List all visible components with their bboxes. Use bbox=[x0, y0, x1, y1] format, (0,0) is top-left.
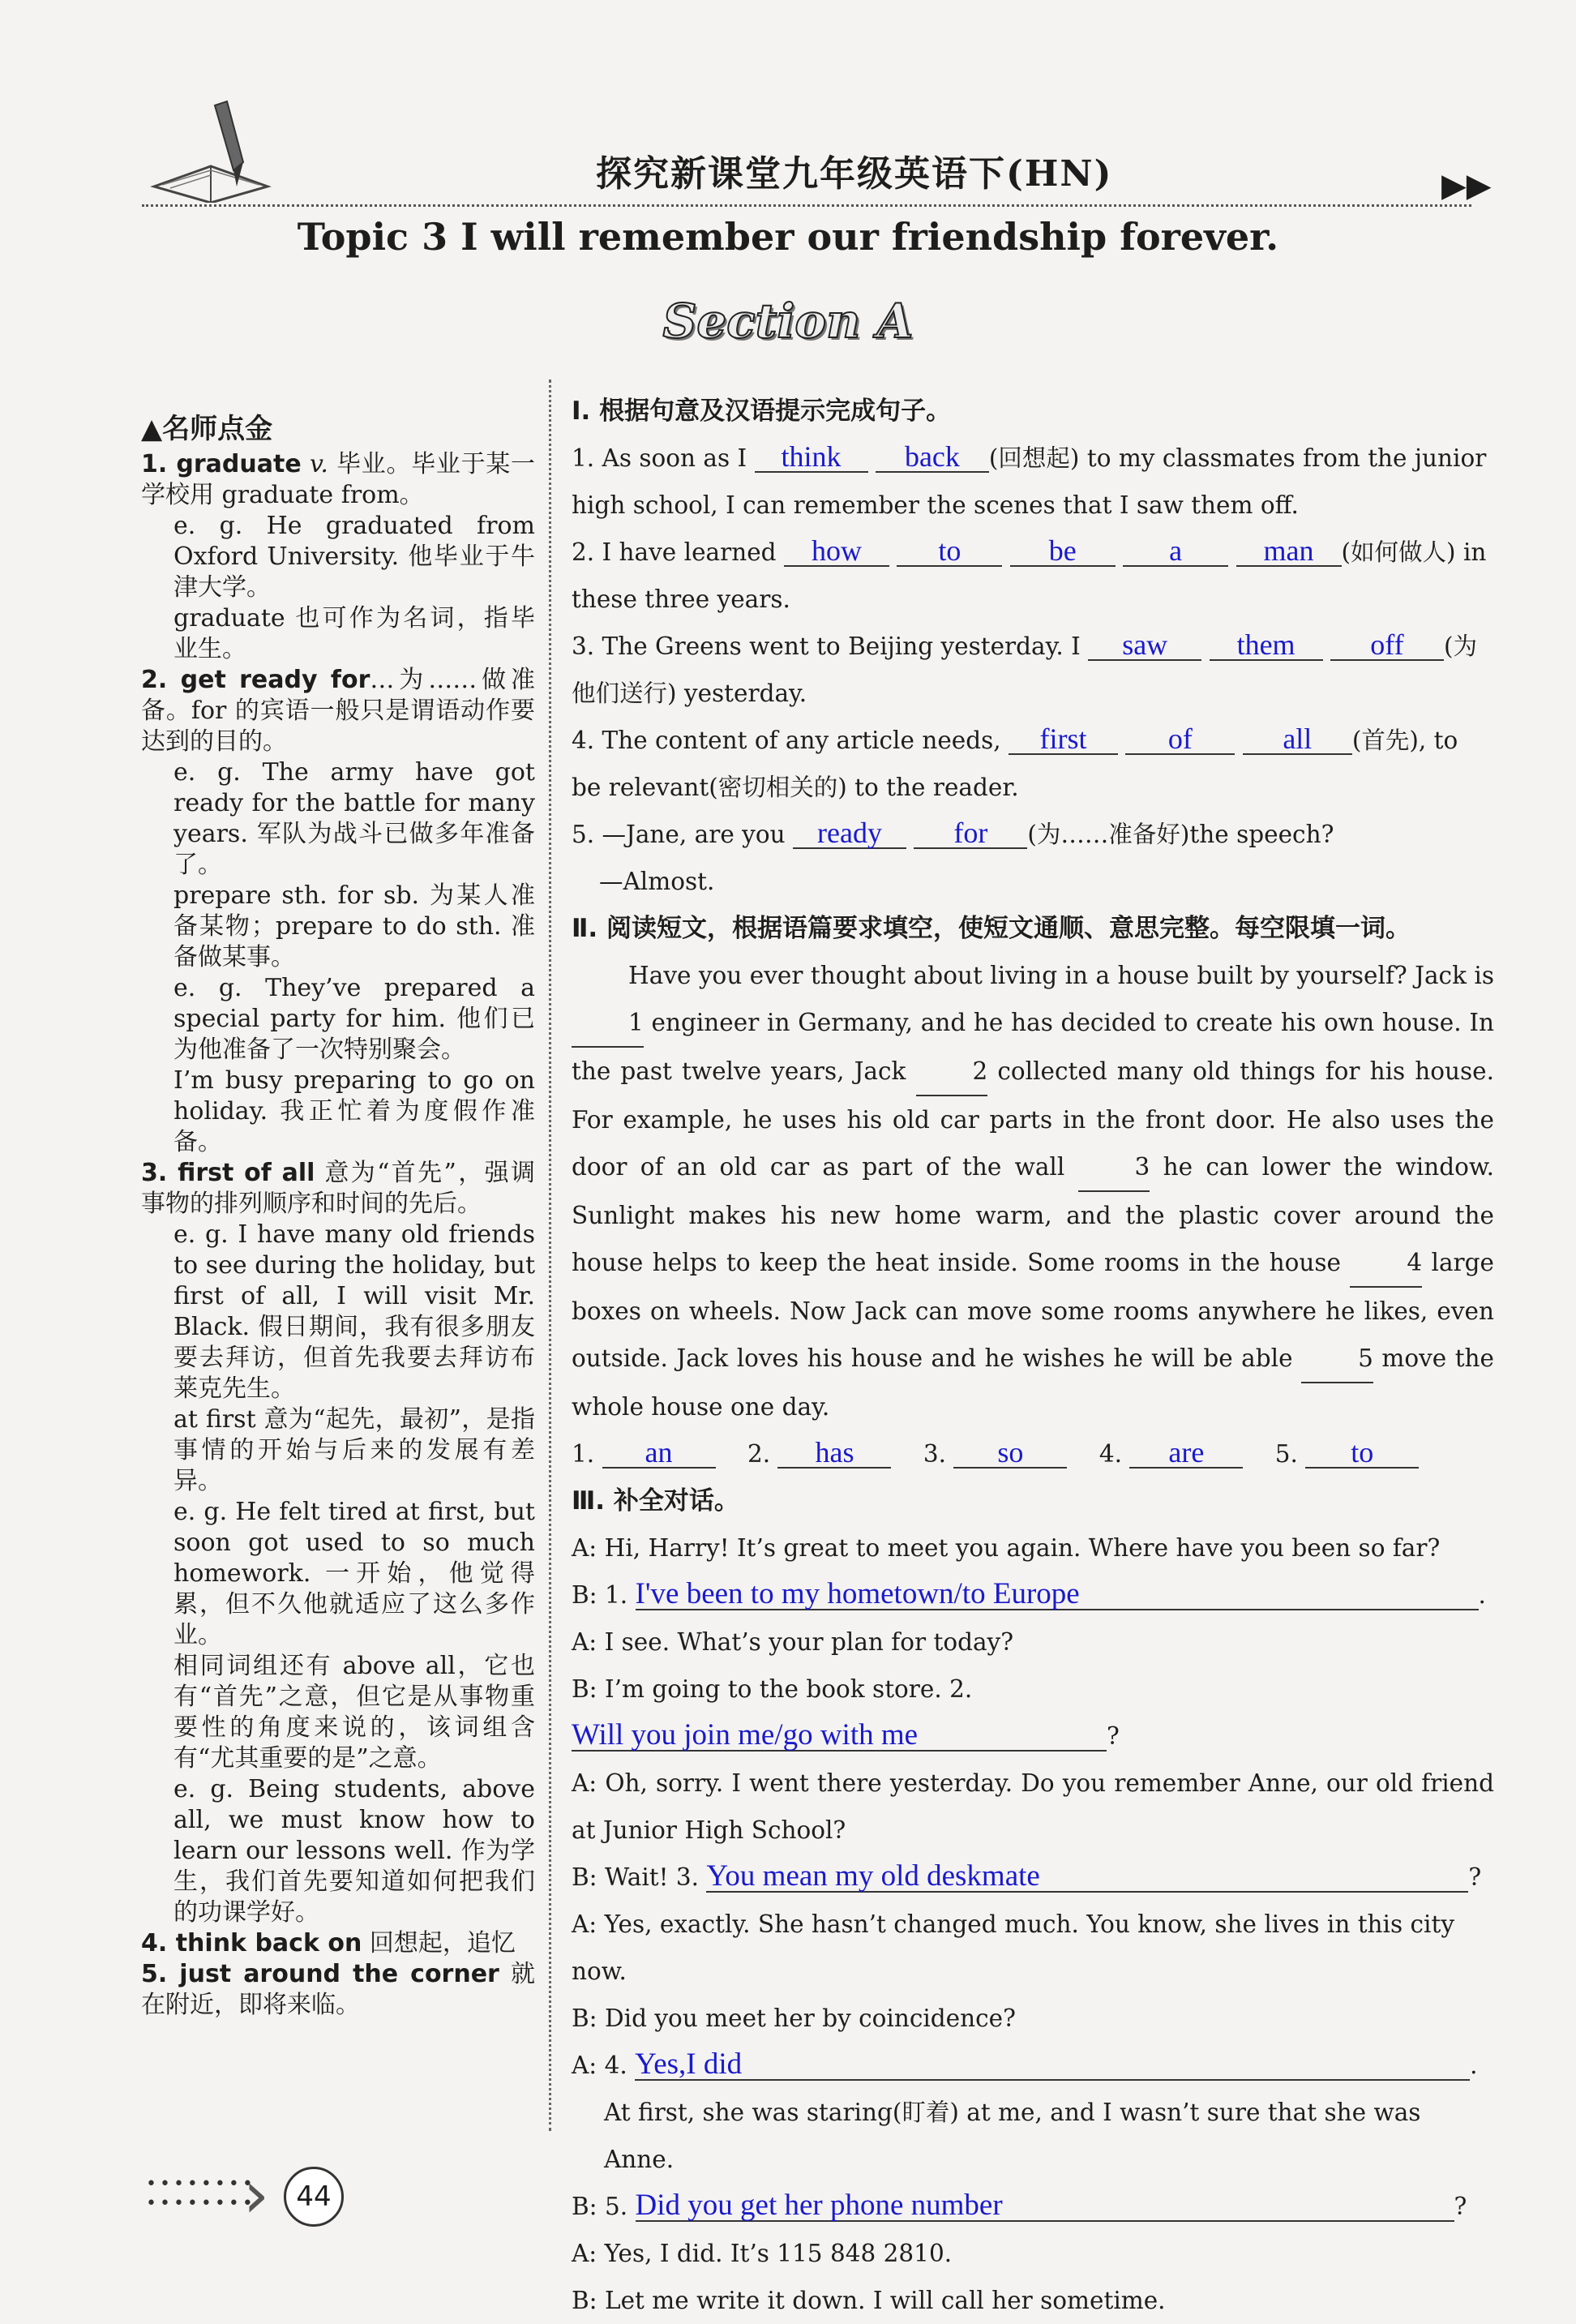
answer-blank[interactable]: so bbox=[953, 1438, 1067, 1469]
answer-blank[interactable]: an bbox=[602, 1438, 716, 1469]
dialogue-line: B: Did you meet her by coincidence? bbox=[572, 2005, 1016, 2032]
answer-blank[interactable]: ready bbox=[793, 818, 906, 849]
tip-item: 1. graduate v. 毕业。毕业于某一学校用 graduate from。 bbox=[141, 450, 535, 509]
question-5: 5. —Jane, are you ready for (为……准备好)the speech? bbox=[572, 817, 1334, 849]
answer-blank[interactable]: for bbox=[914, 818, 1027, 849]
passage: Have you ever thought about living in a house built by yourself? Jack is 1 engineer in Germany, and he has decided to create his own house. In the past twelve years, Jack 2 collected many old things for his house. For example, he uses his old car parts in the front door. He also uses the door of an old car as part of the wall 3 he can lower the window. Sunlight makes his new home warm, and the plastic cover around the house helps to keep the heat inside. Some rooms in the house 4 large boxes on wheels. Now Jack can move some rooms anywhere he likes, even outside. Jack loves his house and he wishes he will be able 5 move the whole house one day. bbox=[572, 962, 1495, 1421]
dialogue-line: B: Wait! 3. You mean my old deskmate ? bbox=[572, 1859, 1482, 1893]
tip-item: 5. just around the corner 就在附近，即将来临。 bbox=[141, 1960, 535, 2019]
dialogue-line: A: I see. What’s your plan for today? bbox=[572, 1628, 1014, 1656]
tip-example: e. g. They’ve prepared a special party for him. 他们已为他准备了一次特别聚会。 bbox=[173, 974, 535, 1064]
answer-blank[interactable]: back bbox=[876, 442, 989, 473]
tip-example: e. g. I have many old friends to see during the holiday, but first of all, I will visit Mr. Black. 假日期间，我有很多朋友要去拜访，但首先我要去拜访布莱克先生。 bbox=[173, 1220, 535, 1403]
dialogue-line: A: Yes, exactly. She hasn’t changed much. You know, she lives in this city now. bbox=[572, 1910, 1454, 1985]
answer-blank[interactable]: how bbox=[784, 536, 889, 567]
dialogue-answer[interactable]: Yes,I did bbox=[635, 2050, 1470, 2081]
tip-example: e. g. He graduated from Oxford University. 他毕业于牛津大学。 bbox=[173, 512, 535, 602]
answer-blank[interactable]: to bbox=[897, 536, 1002, 567]
answer-blank[interactable]: be bbox=[1010, 536, 1116, 567]
answer-blank[interactable]: to bbox=[1305, 1438, 1419, 1469]
tip-item: 4. think back on 回想起，追忆 bbox=[141, 1929, 516, 1957]
tip-example: prepare sth. for sb. 为某人准备某物；prepare to do sth. 准备做某事。 bbox=[173, 881, 535, 971]
question-3: 3. The Greens went to Beijing yesterday. I saw them off (为他们送行) yesterday. bbox=[572, 628, 1477, 707]
tips-sidebar bbox=[141, 414, 535, 2021]
dialogue-line: A: Hi, Harry! It’s great to meet you again. Where have you been so far? bbox=[572, 1534, 1441, 1562]
answer-blank[interactable]: has bbox=[777, 1438, 891, 1469]
tip-example: 相同词组还有 above all，它也有“首先”之意，但它是从事物重要性的角度来说的，该词组含有“尤其重要的是”之意。 bbox=[173, 1652, 535, 1773]
answer-blank[interactable]: a bbox=[1123, 536, 1228, 567]
tip-example: e. g. He felt tired at first, but soon got used to so much homework. 一开始，他觉得累，但不久他就适应了这么多作业。 bbox=[173, 1498, 535, 1649]
passage-blank: 5 bbox=[1301, 1335, 1373, 1383]
exercise-column bbox=[572, 388, 1494, 2324]
passage-blank: 2 bbox=[916, 1048, 988, 1096]
tip-example: e. g. Being students, above all, we must know how to learn our lessons well. 作为学生，我们首先要知道如何把我们的功课学好。 bbox=[173, 1775, 535, 1927]
dialogue-line: B: 1. I've been to my hometown/to Europe . bbox=[572, 1577, 1486, 1610]
dialogue-line: B: 5. Did you get her phone number ? bbox=[572, 2189, 1467, 2222]
dialogue-line: B: I’m going to the book store. 2. Will you join me/go with me ? bbox=[572, 1675, 1120, 1752]
tip-item: 2. get ready for…为……做准备。for 的宾语一般只是谓语动作要达到的目的。 bbox=[141, 666, 536, 756]
part1-heading: Ⅰ. 根据句意及汉语提示完成句子。 bbox=[572, 397, 952, 426]
question-1: 1. As soon as I think back (回想起) to my classmates from the junior high school, I can remember the scenes that I saw them off. bbox=[572, 440, 1487, 519]
tip-example: graduate 也可作为名词，指毕业生。 bbox=[173, 604, 535, 663]
header-divider bbox=[142, 204, 1471, 207]
passage-blank: 3 bbox=[1078, 1143, 1150, 1192]
passage-answers: 1. an 2. has 3. so 4. are 5. to bbox=[572, 1430, 1494, 1477]
tip-example: at first 意为“起先，最初”，是指事情的开始与后来的发展有差异。 bbox=[173, 1405, 535, 1495]
header-title: 探究新课堂九年级英语下(HN) bbox=[596, 153, 1113, 195]
answer-blank[interactable]: all bbox=[1243, 724, 1352, 755]
dialogue-line: At first, she was staring(盯着) at me, and I wasn’t sure that she was Anne. bbox=[604, 2099, 1421, 2173]
part3-heading: Ⅲ. 补全对话。 bbox=[572, 1486, 739, 1516]
section-title: Section A bbox=[662, 294, 914, 349]
tip-item: 3. first of all 意为“首先”，强调事物的排列顺序和时间的先后。 bbox=[141, 1159, 535, 1218]
tips-heading: ▲名师点金 bbox=[141, 413, 273, 445]
answer-blank[interactable]: off bbox=[1330, 630, 1444, 661]
question-5-reply: —Almost. bbox=[599, 868, 715, 895]
answer-blank[interactable]: are bbox=[1129, 1438, 1243, 1469]
dialogue-answer[interactable]: You mean my old deskmate bbox=[706, 1862, 1468, 1893]
chevron-right-icon: › bbox=[243, 2157, 269, 2232]
column-divider bbox=[549, 379, 551, 2131]
tip-example: I’m busy preparing to go on holiday. 我正忙着为度假作准备。 bbox=[173, 1066, 535, 1156]
dialogue-line: A: Yes, I did. It’s 115 848 2810. bbox=[572, 2240, 953, 2267]
part2-heading: Ⅱ. 阅读短文，根据语篇要求填空，使短文通顺、意思完整。每空限填一词。 bbox=[572, 914, 1411, 943]
answer-blank[interactable]: of bbox=[1125, 724, 1235, 755]
passage-blank: 1 bbox=[572, 999, 644, 1048]
footer-dots: •••••••• •••••••• bbox=[146, 2174, 256, 2214]
question-4: 4. The content of any article needs, first of all (首先), to be relevant(密切相关的) to the reader. bbox=[572, 722, 1458, 801]
passage-blank: 4 bbox=[1350, 1239, 1422, 1288]
topic-title: Topic 3 I will remember our friendship forever. bbox=[297, 215, 1279, 259]
dialogue-answer[interactable]: Will you join me/go with me bbox=[572, 1721, 1107, 1752]
dialogue-line: B: Let me write it down. I will call her sometime. bbox=[572, 2287, 1166, 2314]
question-2: 2. I have learned how to be a man (如何做人) in these three years. bbox=[572, 534, 1487, 613]
page-number: 44 bbox=[284, 2167, 344, 2227]
dialogue-line: A: 4. Yes,I did . bbox=[572, 2047, 1478, 2081]
book-pen-logo bbox=[138, 89, 284, 203]
dialogue-answer[interactable]: Did you get her phone number bbox=[636, 2191, 1454, 2222]
answer-blank[interactable]: them bbox=[1210, 630, 1323, 661]
answer-blank[interactable]: man bbox=[1236, 536, 1342, 567]
dialogue-line: A: Oh, sorry. I went there yesterday. Do you remember Anne, our old friend at Junior High School? bbox=[572, 1769, 1494, 1844]
answer-blank[interactable]: saw bbox=[1088, 630, 1201, 661]
dialogue-answer[interactable]: I've been to my hometown/to Europe bbox=[636, 1580, 1479, 1610]
forward-arrows-icon: ▶▶ bbox=[1441, 167, 1492, 204]
tip-example: e. g. The army have got ready for the battle for many years. 军队为战斗已做多年准备了。 bbox=[173, 758, 535, 879]
answer-blank[interactable]: first bbox=[1009, 724, 1118, 755]
answer-blank[interactable]: think bbox=[755, 442, 868, 473]
